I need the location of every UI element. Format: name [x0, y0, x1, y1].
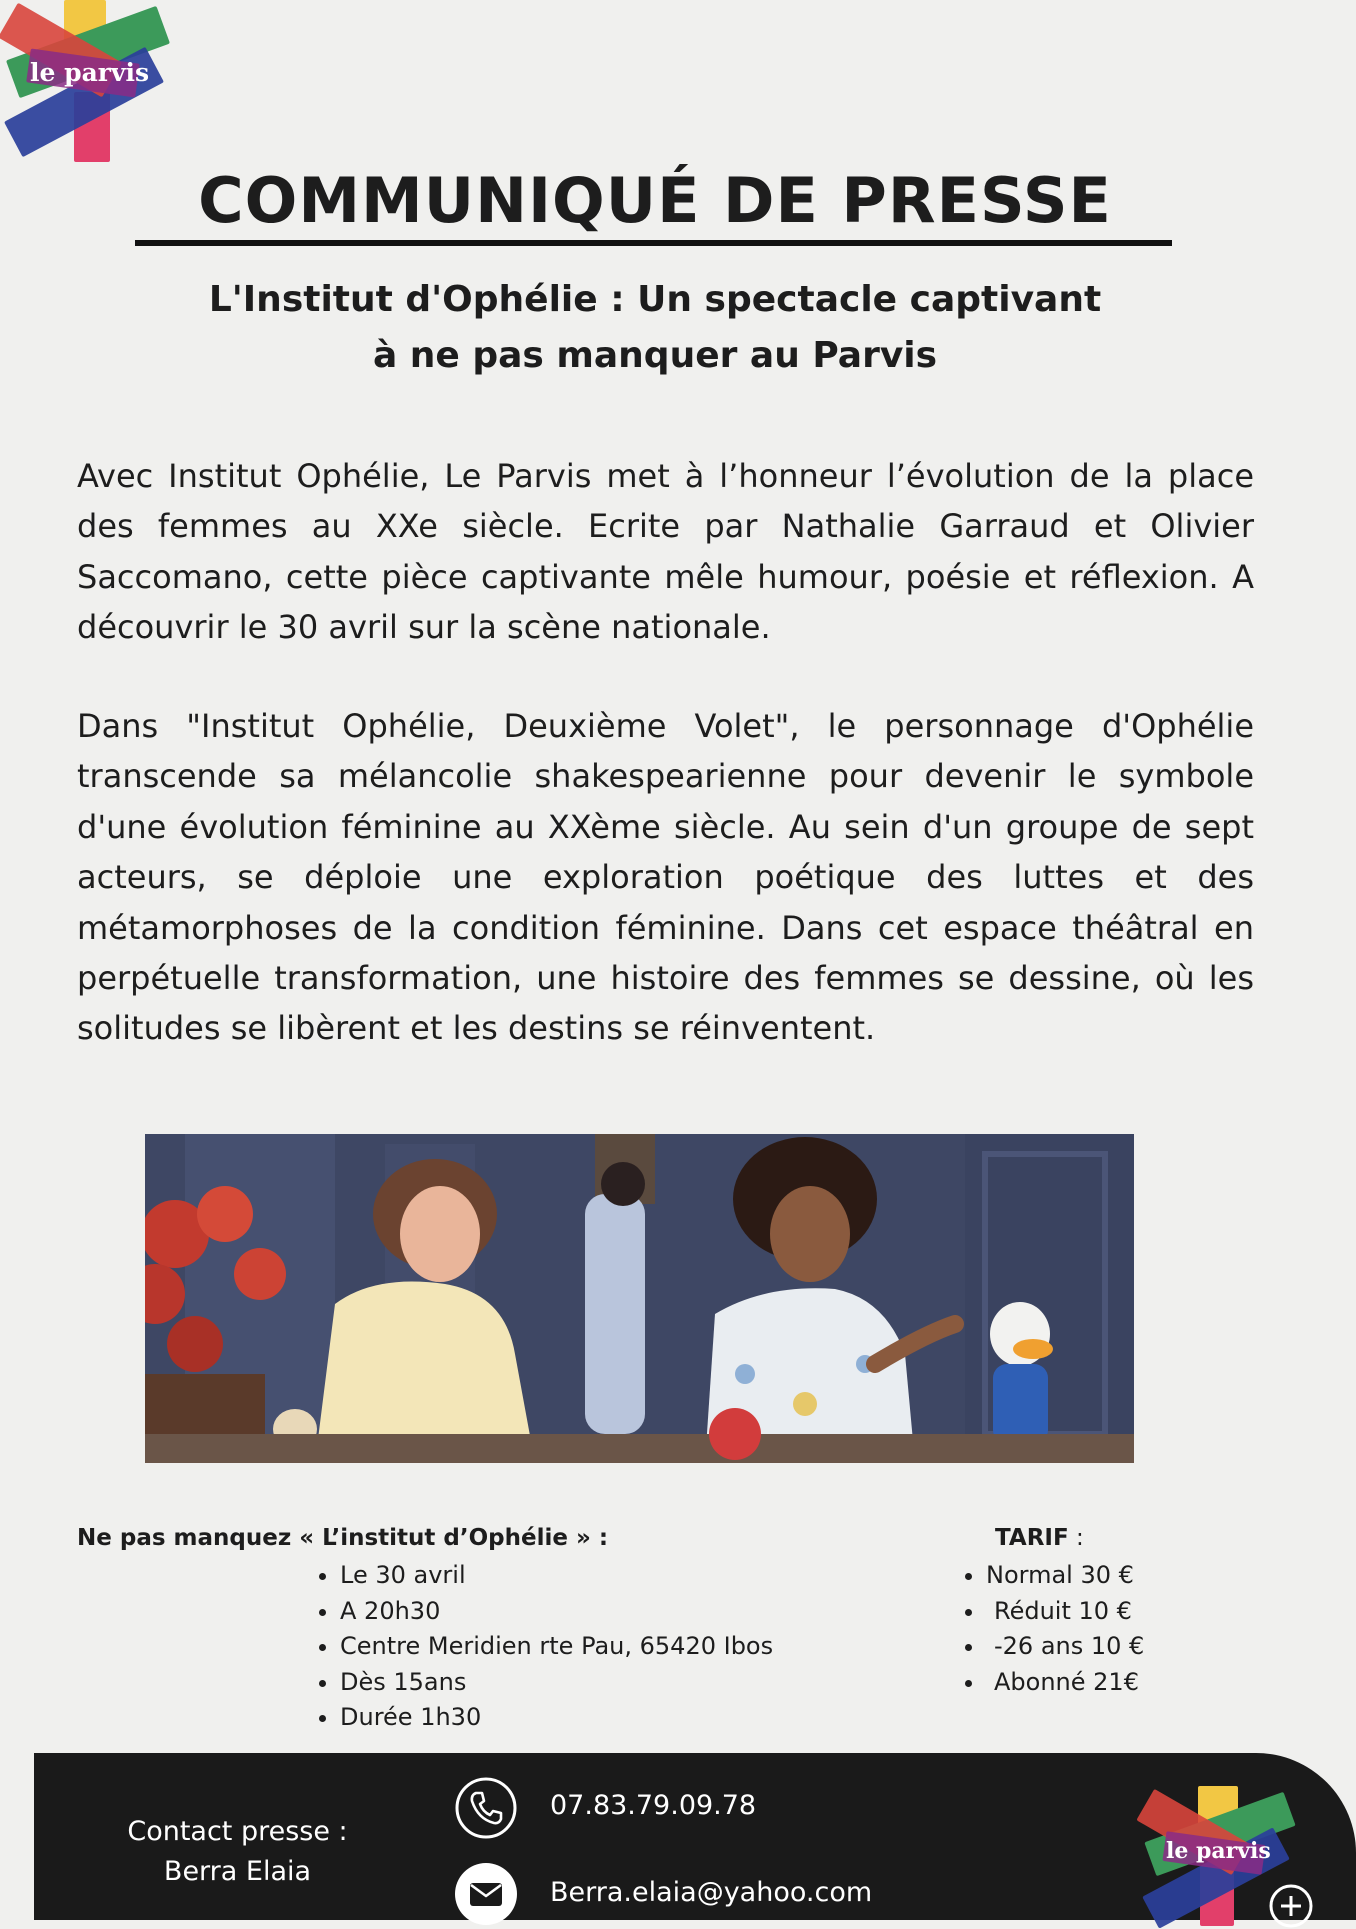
contact-name: Berra Elaia: [163, 1856, 312, 1887]
list-item: • Abonné 21€: [986, 1665, 1144, 1701]
tarif-heading: TARIF :: [995, 1525, 1084, 1551]
subtitle-line-2: à ne pas manquer au Parvis: [372, 335, 938, 376]
press-contact: [110, 1812, 365, 1892]
le-parvis-logo: le parvis: [0, 0, 172, 164]
plus-icon[interactable]: [1268, 1883, 1314, 1929]
email-address[interactable]: Berra.elaia@yahoo.com: [550, 1877, 873, 1908]
list-item: • Durée 1h30: [340, 1700, 773, 1736]
list-item: • Le 30 avril: [340, 1558, 773, 1594]
production-photo: [145, 1134, 1134, 1463]
subtitle-line-1: L'Institut d'Ophélie : Un spectacle captivant: [208, 279, 1102, 320]
list-item: • Dès 15ans: [340, 1665, 773, 1701]
list-item: • Normal 30 €: [986, 1558, 1144, 1594]
list-item: • Centre Meridien rte Pau, 65420 Ibos: [340, 1629, 773, 1665]
le-parvis-logo-footer: le parvis: [1138, 1786, 1298, 1920]
phone-number[interactable]: 07.83.79.09.78: [550, 1790, 757, 1821]
title-divider: [135, 240, 1172, 246]
list-item: • A 20h30: [340, 1594, 773, 1630]
event-info-list: [312, 1558, 773, 1736]
mail-icon: [454, 1862, 518, 1926]
phone-icon: [454, 1776, 518, 1840]
list-item: • -26 ans 10 €: [986, 1629, 1144, 1665]
tarif-list: [958, 1558, 1144, 1700]
subtitle: [130, 272, 1180, 384]
intro-paragraph: Avec Institut Ophélie, Le Parvis met à l’honneur l’évolution de la place des femmes au XXe siècle. Ecrite par Nathalie Garraud et Olivier Saccomano, cette pièce captivante mêle humour, poésie et réflexion. A découvrir le 30 avril sur la scène nationale.: [77, 457, 1254, 647]
event-info-heading: Ne pas manquez « L’institut d’Ophélie » :: [77, 1525, 609, 1551]
description-paragraph: Dans "Institut Ophélie, Deuxième Volet", le personnage d'Ophélie transcende sa mélancolie shakespearienne pour devenir le symbole d'une évolution féminine au XXème siècle. Au sein d'un groupe de sept acteurs, se déploie une exploration poétique des luttes et des métamorphoses de la condition féminine. Dans cet espace théâtral en perpétuelle transformation, une histoire des femmes se dessine, où les solitudes se libèrent et les destins se réinventent.: [77, 707, 1254, 1048]
list-item: • Réduit 10 €: [986, 1594, 1144, 1630]
page-title: COMMUNIQUÉ DE PRESSE: [198, 164, 1112, 237]
contact-label: Contact presse :: [127, 1816, 348, 1847]
